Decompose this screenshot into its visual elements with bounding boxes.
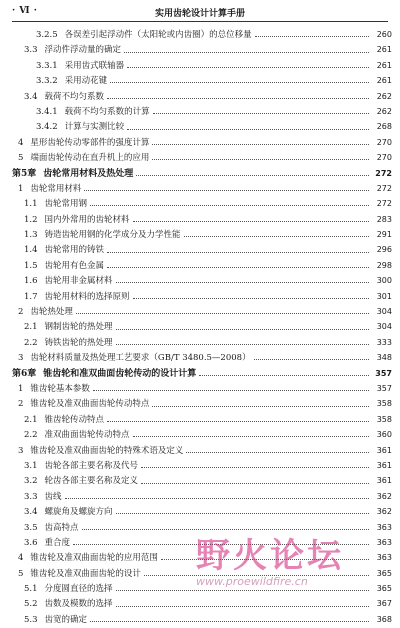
toc-entry-page: 368: [376, 614, 392, 624]
toc-entry-page: 304: [376, 322, 392, 332]
toc-entry-page: 272: [375, 168, 392, 178]
toc-entry-number: 1: [18, 183, 24, 194]
toc-entry-page: 268: [376, 122, 392, 132]
toc-entry-title: 星形齿轮传动零部件的强度计算: [30, 137, 150, 148]
toc-dot-leader: [90, 621, 369, 622]
toc-entry-number: 5: [18, 568, 24, 579]
toc-entry-number: 1.4: [24, 245, 38, 256]
toc-entry-row: [12, 473, 392, 488]
header-rule: [12, 21, 388, 22]
toc-entry-title: 铸造齿轮用钢的化学成分及力学性能: [44, 230, 181, 241]
toc-dot-leader: [107, 421, 369, 422]
toc-dot-leader: [141, 467, 369, 468]
toc-entry-row: [12, 319, 392, 334]
toc-entry-row: [12, 273, 392, 288]
toc-entry-row: [12, 119, 392, 134]
toc-entry-page: 291: [376, 230, 392, 240]
toc-entry-page: 362: [376, 491, 392, 501]
toc-entry-row: [12, 335, 392, 350]
toc-entry-title: 齿轮用有色金属: [44, 260, 105, 271]
toc-entry-page: 260: [376, 30, 392, 39]
toc-entry-title: 锥齿轮及准双曲面齿轮的特殊术语及定义: [30, 445, 184, 456]
toc-entry-number: 第6章: [12, 368, 37, 379]
toc-entry-row: [12, 412, 392, 427]
toc-entry-number: 1.6: [24, 276, 38, 287]
toc-entry-row: [12, 535, 392, 550]
toc-entry-row: [12, 443, 392, 458]
toc-entry-number: 3: [18, 353, 24, 364]
toc-entry-page: 296: [376, 245, 392, 255]
toc-entry-number: 2.2: [24, 430, 38, 441]
toc-entry-number: 3.3.1: [36, 60, 58, 71]
toc-entry-row: [12, 396, 392, 411]
toc-entry-page: 367: [376, 599, 392, 609]
toc-dot-leader: [184, 236, 369, 237]
toc-entry-title: 分度圆直径的选择: [44, 584, 113, 595]
toc-entry-number: 3.3.2: [36, 76, 58, 87]
toc-dot-leader: [116, 513, 369, 514]
toc-entry-row: [12, 135, 392, 150]
toc-entry-number: 2: [18, 307, 24, 318]
toc-entry-number: 5.3: [24, 614, 38, 625]
toc-entry-page: 270: [376, 137, 392, 147]
toc-entry-number: 2: [18, 399, 24, 410]
toc-entry-title: 齿轮用材料的选择原则: [44, 291, 130, 302]
toc-entry-title: 采用动花键: [64, 76, 108, 87]
toc-dot-leader: [133, 298, 369, 299]
toc-entry-title: 齿轮热处理: [30, 307, 73, 318]
toc-entry-number: 3.2: [24, 476, 38, 487]
toc-entry-number: 5.1: [24, 584, 38, 595]
toc-entry-title: 齿轮各部主要名称及代号: [44, 460, 139, 471]
toc-entry-page: 270: [376, 153, 392, 163]
toc-entry-row: [12, 566, 392, 581]
toc-entry-row: [12, 150, 392, 165]
toc-entry-number: 5: [18, 153, 24, 164]
toc-entry-number: 4: [18, 553, 24, 564]
toc-entry-row: [12, 427, 392, 442]
toc-entry-title: 齿轮常用钢: [44, 199, 88, 210]
toc-entry-title: 钢制齿轮的热处理: [44, 322, 113, 333]
toc-dot-leader: [124, 52, 369, 53]
toc-entry-page: 361: [376, 476, 392, 486]
toc-entry-row: [12, 73, 392, 88]
toc-dot-leader: [133, 436, 369, 437]
toc-entry-number: 3.3: [24, 45, 38, 56]
toc-entry-page: 358: [376, 399, 392, 409]
toc-entry-title: 齿轮常用的铸铁: [44, 245, 105, 256]
toc-entry-page: 272: [376, 183, 392, 193]
toc-entry-number: 1: [18, 383, 24, 394]
toc-entry-title: 锥齿轮及准双曲面齿轮的设计: [30, 568, 141, 579]
toc-entry-page: 348: [376, 353, 392, 363]
toc-entry-row: [12, 196, 392, 211]
toc-entry-page: 360: [376, 430, 392, 440]
toc-dot-leader: [90, 205, 369, 206]
toc-entry-title: 载荷不均匀系数: [44, 91, 105, 102]
toc-dot-leader: [136, 175, 369, 176]
toc-entry-page: 304: [376, 307, 392, 317]
toc-dot-leader: [116, 344, 369, 345]
toc-entry-title: 端面齿轮传动在直升机上的应用: [30, 153, 150, 164]
toc-entry-row: [12, 381, 392, 396]
toc-entry-page: 365: [376, 568, 392, 578]
toc-dot-leader: [65, 498, 369, 499]
toc-entry-row: [12, 304, 392, 319]
toc-entry-page: 365: [376, 584, 392, 594]
toc-entry-number: 3.4.2: [36, 122, 58, 133]
toc-entry-title: 齿高特点: [44, 522, 79, 533]
toc-dot-leader: [254, 359, 369, 360]
toc-entry-number: 1.1: [24, 199, 38, 210]
toc-entry-number: 1.2: [24, 214, 38, 225]
page-header: [0, 0, 400, 24]
toc-dot-leader: [127, 67, 369, 68]
toc-dot-leader: [116, 282, 369, 283]
toc-dot-leader: [107, 252, 369, 253]
toc-entry-page: 363: [376, 553, 392, 563]
toc-dot-leader: [152, 406, 369, 407]
toc-entry-page: 358: [376, 414, 392, 424]
toc-dot-leader: [116, 606, 369, 607]
toc-entry-title: 重合度: [44, 537, 71, 548]
toc-entry-title: 锥齿轮基本参数: [30, 383, 90, 394]
toc-entry-number: 3.4: [24, 507, 38, 518]
toc-dot-leader: [116, 590, 369, 591]
toc-entry-row: [12, 489, 392, 504]
toc-entry-row: [12, 550, 392, 565]
toc-entry-page: 262: [376, 106, 392, 116]
toc-entry-title: 载荷不均匀系数的计算: [64, 106, 150, 117]
toc-entry-title: 锥齿轮传动特点: [44, 414, 105, 425]
toc-entry-row: [12, 289, 392, 304]
toc-entry-page: 300: [376, 276, 392, 286]
toc-dot-leader: [255, 36, 369, 37]
toc-entry-title: 齿轮材料质量及热处理工艺要求（GB/T 3480.5—2008）: [30, 353, 251, 364]
toc-dot-leader: [161, 559, 369, 560]
toc-entry-row: [12, 181, 392, 196]
toc-chapter-row: [12, 366, 392, 381]
toc-dot-leader: [152, 159, 369, 160]
toc-entry-row: [12, 581, 392, 596]
toc-dot-leader: [76, 313, 369, 314]
toc-entry-title: 国内外常用的齿轮材料: [44, 214, 130, 225]
toc-entry-row: [12, 227, 392, 242]
toc-entry-page: 261: [376, 60, 392, 70]
toc-entry-number: 2.1: [24, 414, 38, 425]
toc-entry-title: 采用齿式联轴器: [64, 60, 125, 71]
toc-entry-row: [12, 242, 392, 257]
toc-entry-title: 浮动件浮动量的确定: [44, 45, 122, 56]
toc-entry-row: [12, 212, 392, 227]
toc-entry-number: 3.1: [24, 460, 38, 471]
toc-entry-title: 锥齿轮和准双曲面齿轮传动的设计计算: [43, 368, 197, 379]
toc-dot-leader: [116, 329, 369, 330]
toc-dot-leader: [73, 544, 369, 545]
toc-dot-leader: [107, 267, 369, 268]
toc-entry-title: 计算与实测比较: [64, 122, 125, 133]
toc-entry-page: 283: [376, 214, 392, 224]
page-number: · Ⅵ ·: [12, 6, 38, 16]
toc-entry-row: [12, 27, 392, 42]
toc-entry-page: 261: [376, 45, 392, 55]
toc-dot-leader: [199, 375, 369, 376]
toc-entry-number: 3.4.1: [36, 106, 58, 117]
toc-entry-number: 1.7: [24, 291, 38, 302]
toc-entry-number: 3.6: [24, 537, 38, 548]
toc-entry-title: 齿轮常用材料: [30, 183, 82, 194]
toc-entry-number: 3.5: [24, 522, 38, 533]
toc-entry-number: 3.3: [24, 491, 38, 502]
toc-entry-row: [12, 89, 392, 104]
toc-entry-title: 轮齿各部主要名称及定义: [44, 476, 139, 487]
toc-dot-leader: [153, 113, 369, 114]
toc-dot-leader: [84, 190, 369, 191]
toc-entry-page: 333: [376, 337, 392, 347]
toc-entry-number: 3.2.5: [36, 30, 58, 40]
toc-entry-title: 齿线: [44, 491, 62, 502]
toc-entry-title: 齿轮常用材料及热处理: [43, 168, 134, 179]
toc-entry-number: 4: [18, 137, 24, 148]
toc-entry-number: 1.3: [24, 230, 38, 241]
toc-entry-row: [12, 596, 392, 611]
toc-entry-title: 铸铁齿轮的热处理: [44, 337, 113, 348]
toc-entry-page: 357: [376, 383, 392, 393]
toc-dot-leader: [127, 129, 369, 130]
toc-dot-leader: [110, 82, 369, 83]
toc-entry-title: 齿轮用非金属材料: [44, 276, 113, 287]
toc-entry-number: 第5章: [12, 168, 37, 179]
toc-chapter-row: [12, 166, 392, 181]
toc-entry-page: 298: [376, 260, 392, 270]
watermark-url: www.proewildfire.cn: [196, 575, 308, 588]
toc-entry-row: [12, 350, 392, 365]
toc-entry-number: 1.5: [24, 260, 38, 271]
toc-dot-leader: [133, 221, 369, 222]
toc-entry-page: 361: [376, 445, 392, 455]
toc-dot-leader: [93, 390, 369, 391]
watermark-title: 野火论坛: [196, 536, 344, 576]
toc-entry-number: 2.2: [24, 337, 38, 348]
toc-entry-page: 361: [376, 460, 392, 470]
toc-entry-title: 准双曲面齿轮传动特点: [44, 430, 130, 441]
toc-dot-leader: [107, 98, 369, 99]
toc-entry-page: 301: [376, 291, 392, 301]
toc-entry-page: 363: [376, 537, 392, 547]
toc-entry-page: 272: [376, 199, 392, 209]
toc-entry-row: [12, 458, 392, 473]
toc-entry-page: 357: [375, 368, 392, 378]
toc-entry-page: 363: [376, 522, 392, 532]
toc-entry-number: 3.4: [24, 91, 38, 102]
toc-entry-page: 262: [376, 91, 392, 101]
toc-entry-row: [12, 504, 392, 519]
toc-entry-number: 5.2: [24, 599, 38, 610]
toc-entry-page: 362: [376, 507, 392, 517]
toc-entry-number: 3: [18, 445, 24, 456]
toc-entry-row: [12, 42, 392, 57]
toc-entry-title: 各误差引起浮动件（太阳轮或内齿圈）的总位移量: [64, 30, 252, 40]
toc-entry-row: [12, 258, 392, 273]
toc-entry-title: 齿数及模数的选择: [44, 599, 113, 610]
toc-dot-leader: [152, 144, 369, 145]
toc-dot-leader: [82, 529, 369, 530]
toc-entry-title: 齿宽的确定: [44, 614, 88, 625]
toc-entry-title: 锥齿轮及准双曲面齿轮传动特点: [30, 399, 150, 410]
toc-entry-page: 261: [376, 76, 392, 86]
toc-dot-leader: [141, 483, 369, 484]
table-of-contents: [12, 27, 392, 627]
toc-entry-row: [12, 612, 392, 627]
toc-entry-title: 锥齿轮及准双曲面齿轮的应用范围: [30, 553, 158, 564]
toc-entry-number: 2.1: [24, 322, 38, 333]
toc-entry-title: 螺旋角及螺旋方向: [44, 507, 113, 518]
toc-dot-leader: [144, 575, 369, 576]
running-title: 实用齿轮设计计算手册: [154, 9, 245, 19]
toc-entry-row: [12, 104, 392, 119]
toc-entry-row: [12, 58, 392, 73]
toc-entry-row: [12, 520, 392, 535]
toc-dot-leader: [186, 452, 369, 453]
